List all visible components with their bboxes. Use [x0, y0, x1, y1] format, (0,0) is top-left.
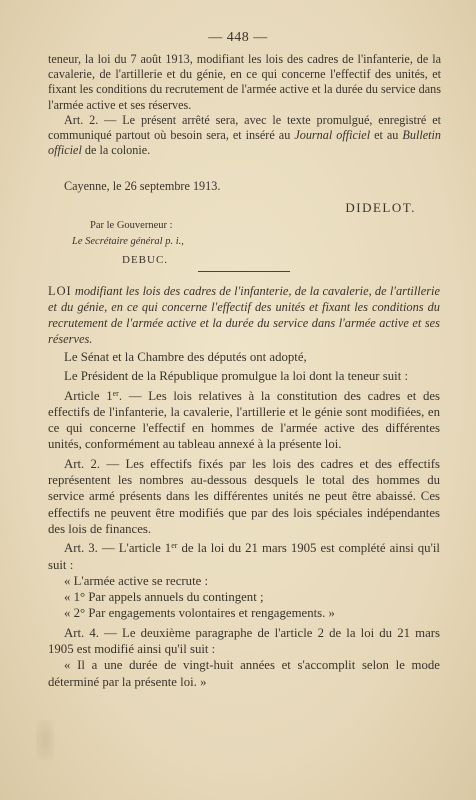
page-number: — 448 —: [208, 30, 268, 45]
article-4: [48, 625, 440, 658]
article-4-label: Art. 4. —: [64, 625, 117, 640]
senate-adoption: Le Sénat et la Chambre des députés ont adopté,: [64, 350, 307, 364]
decree-article-2-end: de la colonie.: [84, 143, 151, 158]
decree-article-2: [48, 113, 441, 159]
decree-text: [48, 52, 441, 158]
article-1: [48, 388, 440, 453]
section-divider: [198, 271, 290, 272]
decree-article-2-label: Art. 2. —: [64, 112, 117, 127]
article-2-label: Art. 2. —: [64, 456, 120, 471]
article-3-text-b: de la loi du 21 mars 1905 est complété ainsi qu'il suit :: [48, 541, 440, 572]
journal-officiel-ref: Journal officiel: [294, 128, 371, 143]
law-title-text: modifiant les lois des cadres de l'infanterie, de la cavalerie, de l'artillerie et du génie, en ce qui concerne l'effectif des unités et fixant les conditions du recrutement de l'armée active et la durée du service dans l'armée active et ses réserves.: [48, 284, 440, 346]
place-and-date: Cayenne, le 26 septembre 1913.: [64, 179, 221, 193]
article-3-sup: er: [171, 541, 178, 551]
decree-article-2-mid: et au: [374, 128, 399, 143]
article-4-text: Le deuxième paragraphe de l'article 2 de la loi du 21 mars 1905 est modifié ainsi qu'il suit :: [48, 625, 440, 657]
governor-signature: DIDELOT.: [345, 200, 416, 215]
decree-opening-paragraph: teneur, la loi du 7 août 1913, modifiant les lois des cadres de l'infanterie, de la cavalerie, de l'artillerie et du génie, en ce qui concerne l'effectif des unités, et fixant les conditions du recrutement de l'armée active et la durée du service dans l'armée active et ses réserves.: [48, 52, 441, 112]
article-1-label-sup: er: [112, 388, 119, 398]
article-3-quote-2: « 1° Par appels annuels du contingent ;: [64, 590, 264, 605]
article-3: [48, 540, 440, 573]
article-2: [48, 456, 440, 537]
secretary-title: Le Secrétaire général p. i.,: [72, 236, 184, 247]
president-promulgation: Le Président de la République promulgue la loi dont la teneur suit :: [64, 369, 409, 384]
bulletin-officiel-ref: Bulletin officiel: [48, 128, 442, 158]
article-3-text-a: L'article 1: [118, 541, 172, 556]
law-title: [48, 283, 440, 347]
article-1-text: Les lois relatives à la constitution des cadres et des effectifs de l'infanterie, la cavalerie, l'artillerie et le génie sont modifiées, en ce qui concerne l'effectif en hommes de l'armée active des différentes unités, conformément au tableau annexé à la présente loi.: [48, 388, 440, 452]
secretary-signature: DEBUC.: [122, 254, 169, 266]
article-1-label-end: . —: [118, 388, 142, 403]
by-governor-line: Par le Gouverneur :: [90, 220, 173, 231]
article-3-quote-3: « 2° Par engagements volontaires et rengagements. »: [64, 606, 335, 621]
article-2-text: Les effectifs fixés par les lois des cadres et des effectifs représentent les nombres au-dessous desquels le total des hommes du service armé présents dans les différentes unités ne peut être abaissé. Ces effectifs ne peuvent être modifiés que par des lois spéciales indépendantes des lois de finances.: [48, 456, 440, 536]
decree-article-2-text: Le présent arrêté sera, avec le texte promulgué, enregistré et communiqué partout où besoin sera, et inséré au: [48, 112, 441, 143]
law-title-head: LOI: [48, 284, 72, 298]
law-body: [48, 349, 440, 693]
article-3-quote-1: « L'armée active se recrute :: [64, 573, 209, 588]
paper-stain: [36, 720, 54, 760]
article-4-quote: « Il a une durée de vingt-huit années et s'accomplit selon le mode déterminé par la présente loi. »: [48, 658, 440, 689]
article-3-label: Art. 3. —: [64, 541, 115, 556]
article-1-label-main: Article 1: [64, 388, 113, 403]
